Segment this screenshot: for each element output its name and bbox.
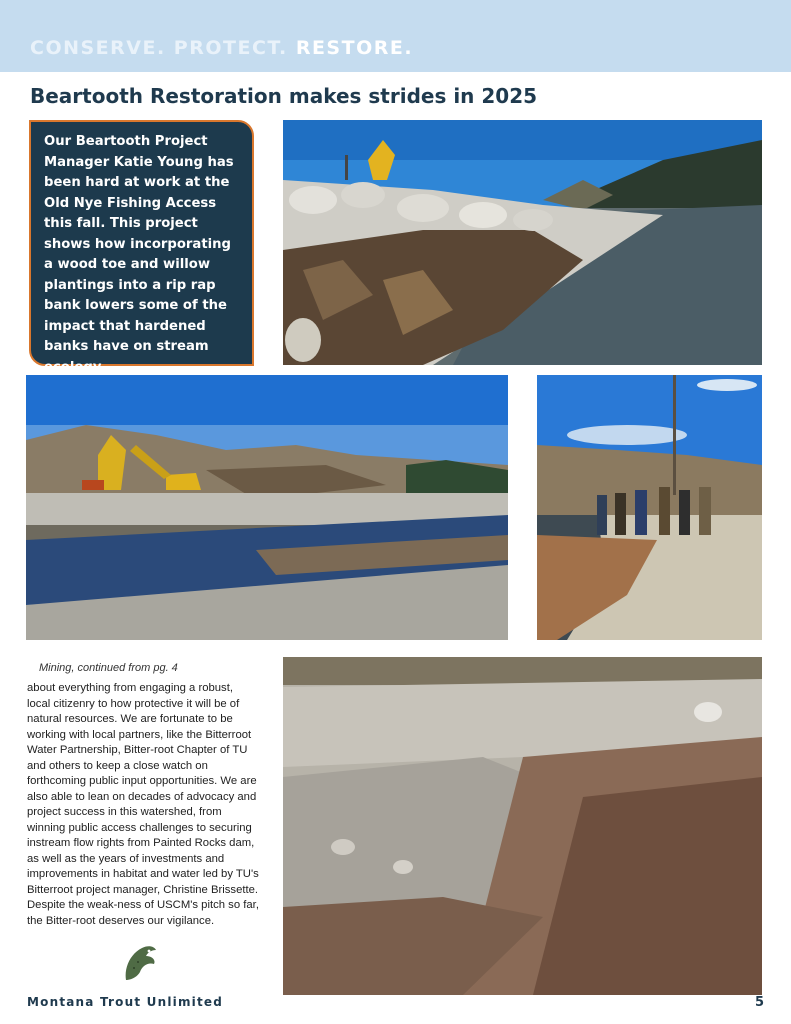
continued-from-note: Mining, continued from pg. 4 <box>39 662 178 674</box>
trout-logo-icon <box>118 940 162 984</box>
photo-riprap-bank-image <box>283 120 762 365</box>
banner-tagline-emphasis: RESTORE. <box>295 37 414 59</box>
photo-excavators-river-image <box>26 375 508 640</box>
footer-brand-name: Montana Trout Unlimited <box>27 995 224 1009</box>
page-number: 5 <box>755 995 765 1010</box>
photo-excavators-river <box>26 375 508 640</box>
banner-tagline <box>30 37 413 59</box>
callout-text: Our Beartooth Project Manager Katie Young has been hard at work at the Old Nye Fishing Access this fall. This project shows how incorporating a wood toe and willow plantings into a rip rap bank lowers some of the impact that hardened banks have on stream ecology. <box>44 134 234 375</box>
article-body-text: about everything from engaging a robust, local citizenry to how protective it will be of natural resources. We are fortunate to be working with local partners, like the Bitterroot Water Partnership, Bitter-root Chapter of TU and others to keep a close watch on forthcoming public input opportunities. We are also able to lean on decades of advocacy and project success in this watershed, from winning public access challenges to securing instream flow rights from Painted Rocks dam, as well as the years of investments and improvements in habitat and water led by TU's Bitterroot project manager, Christine Brissette. Despite the weak-ness of USCM's pitch so far, the Bitter-root deserves our vigilance. <box>27 682 259 927</box>
banner-tagline-lead: CONSERVE. PROTECT. <box>30 37 296 59</box>
header-banner <box>0 0 791 72</box>
article-headline: Beartooth Restoration makes strides in 2025 <box>30 84 538 108</box>
photo-volunteer-group <box>537 375 762 640</box>
photo-riprap-bank <box>283 120 762 365</box>
photo-willow-plantings-image <box>283 657 762 995</box>
photo-volunteer-group-image <box>537 375 762 640</box>
photo-willow-plantings <box>283 657 762 995</box>
project-callout-box <box>29 120 254 375</box>
